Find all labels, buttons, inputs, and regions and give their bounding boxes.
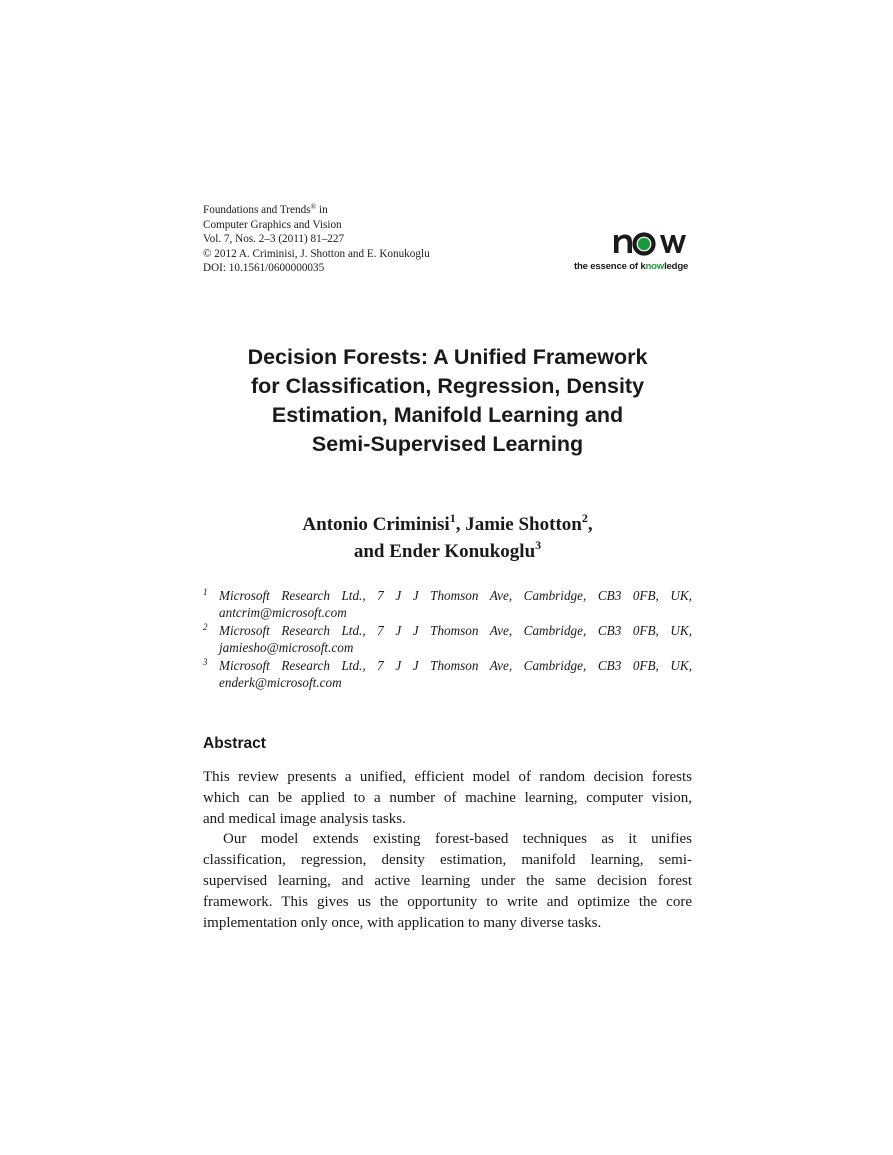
abstract-line: and medical image analysis tasks.: [203, 810, 406, 827]
doi-line: DOI: 10.1561/0600000035: [203, 262, 325, 275]
abstract-line: This review presents a unified, efficient model of random decision forests: [203, 769, 692, 785]
journal-series-name: Foundations and Trends: [203, 204, 311, 216]
affiliation-item: [203, 622, 692, 657]
author-affil-mark: 1: [449, 511, 456, 525]
abstract-line: which can be applied to a number of machine learning, computer vision,: [203, 789, 692, 806]
registered-mark: ®: [310, 202, 317, 211]
abstract-line: framework. This gives us the opportunity to write and optimize the core: [203, 893, 692, 910]
title-line: Decision Forests: A Unified Framework: [247, 345, 648, 369]
title-line: Estimation, Manifold Learning and: [271, 403, 624, 427]
tagline-k: k: [640, 261, 646, 272]
tagline-post: ledge: [664, 261, 689, 272]
journal-header: [203, 203, 503, 276]
affiliation-number: 1: [203, 587, 208, 597]
author-list: [203, 511, 692, 565]
journal-name: Computer Graphics and Vision: [203, 218, 342, 231]
affiliation-address: Microsoft Research Ltd., 7 J J Thomson Ave, Cambridge, CB3 0FB, UK,: [219, 588, 692, 603]
authors-line-2: [203, 538, 692, 565]
affiliation-email[interactable]: enderk@microsoft.com: [219, 675, 342, 691]
publisher-logo: [572, 226, 692, 274]
abstract-line: classification, regression, density estimation, manifold learning, semi-: [203, 852, 692, 869]
paper-title: [203, 343, 692, 459]
journal-series: [203, 203, 503, 218]
logo-tagline: [574, 261, 688, 272]
author-name: Ender Konukoglu: [389, 541, 536, 562]
abstract-line: supervised learning, and active learning under the same decision forest: [203, 872, 692, 889]
affiliation-number: 2: [203, 621, 208, 632]
affiliation-email[interactable]: jamiesho@microsoft.com: [219, 640, 354, 656]
affiliation-email[interactable]: antcrim@microsoft.com: [219, 605, 347, 621]
authors-line-1: [203, 511, 692, 538]
author-name: Antonio Criminisi: [302, 514, 450, 535]
author-sep: ,: [587, 514, 593, 535]
title-line: Semi-Supervised Learning: [311, 432, 584, 456]
abstract-body: [203, 767, 692, 933]
author-sep: ,: [455, 514, 466, 535]
title-line: for Classification, Regression, Density: [250, 374, 645, 398]
tagline-pre: the essence of: [574, 261, 641, 272]
abstract-line: Our model extends existing forest-based techniques as it unifies: [223, 831, 692, 848]
abstract-heading: Abstract: [203, 735, 266, 752]
tagline-now: now: [645, 261, 665, 272]
affiliation-item: [203, 587, 692, 622]
author-affil-mark: 3: [535, 538, 542, 552]
abstract-line: implementation only once, with application to many diverse tasks.: [203, 914, 602, 931]
affiliation-list: [203, 587, 692, 691]
author-conj: and: [353, 541, 390, 562]
journal-series-suffix: in: [316, 204, 328, 216]
affiliation-number: 3: [203, 656, 208, 667]
affiliation-address: Microsoft Research Ltd., 7 J J Thomson Ave, Cambridge, CB3 0FB, UK,: [219, 622, 692, 638]
affiliation-item: [203, 657, 692, 692]
copyright-line: © 2012 A. Criminisi, J. Shotton and E. Konukoglu: [203, 247, 430, 260]
now-logo-icon: [572, 226, 692, 260]
author-name: Jamie Shotton: [465, 514, 582, 535]
journal-volume: Vol. 7, Nos. 2–3 (2011) 81–227: [203, 233, 345, 246]
author-affil-mark: 2: [581, 511, 588, 525]
affiliation-address: Microsoft Research Ltd., 7 J J Thomson Ave, Cambridge, CB3 0FB, UK,: [219, 657, 692, 673]
